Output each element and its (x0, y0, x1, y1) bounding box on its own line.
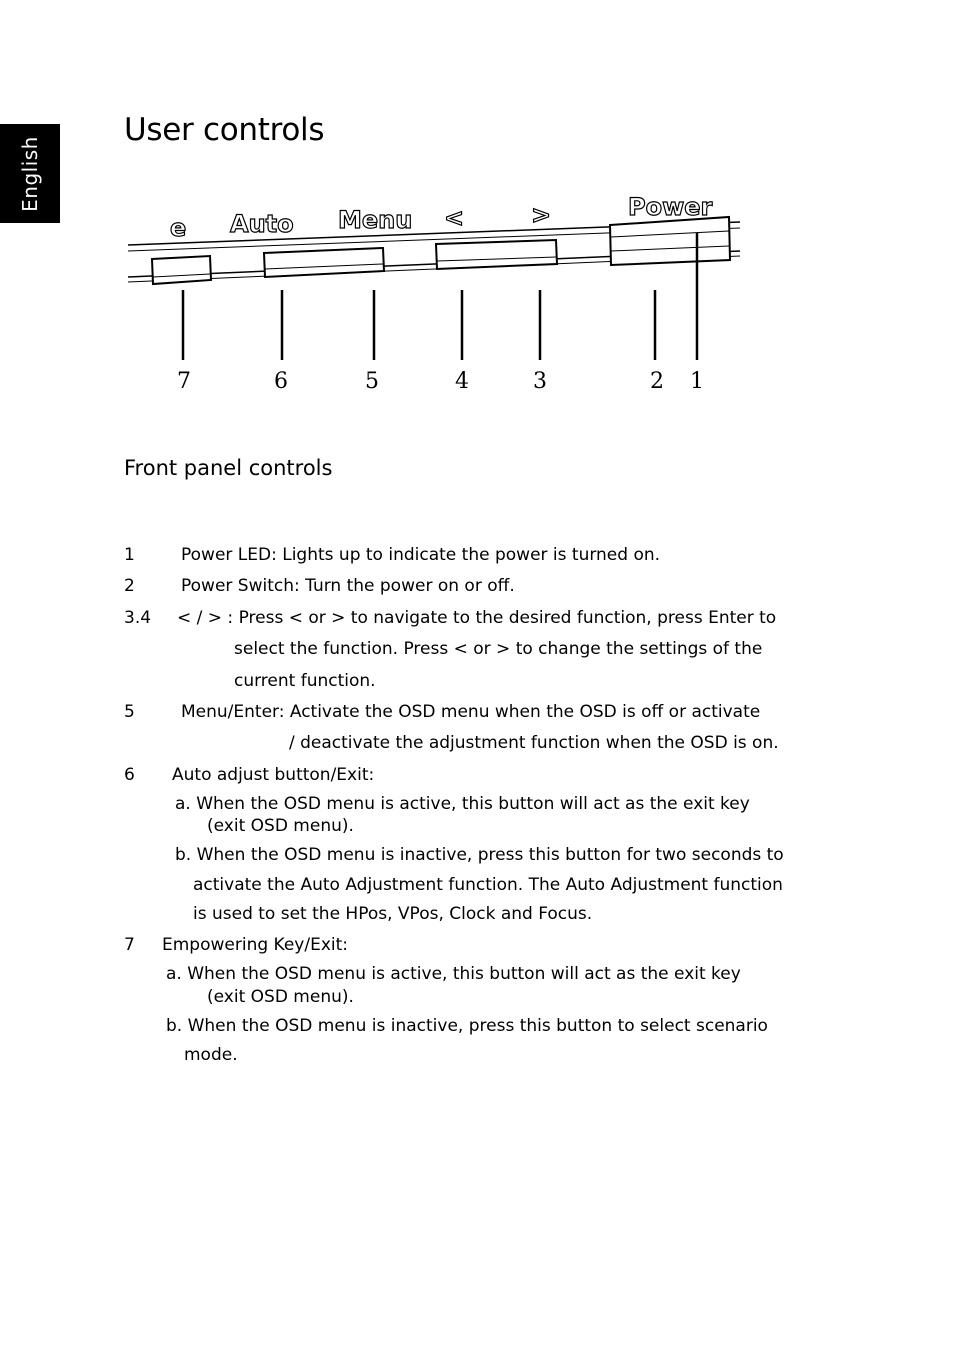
button-2 (610, 217, 730, 265)
control-item (124, 701, 135, 723)
control-number: 6 (124, 765, 135, 785)
button-6 (264, 248, 384, 277)
control-desc (172, 764, 374, 786)
control-number: 7 (124, 935, 135, 955)
control-sub: a. When the OSD menu is active, this button will act as the exit key (175, 794, 750, 814)
control-continuation: select the function. Press < or > to change the settings of the (234, 639, 763, 659)
control-name: Auto adjust button/Exit (172, 765, 369, 785)
control-continuation: current function. (234, 671, 376, 691)
control-text: : (368, 765, 375, 785)
control-desc (181, 544, 660, 566)
control-text: : Press < or > to navigate to the desired function, press Enter to (222, 608, 777, 628)
control-desc (181, 575, 515, 597)
label-greater: > (531, 201, 552, 229)
control-name: Power LED (181, 545, 272, 565)
control-name: Empowering Key/Exit (162, 935, 343, 955)
control-number: 1 (124, 545, 135, 565)
control-item (124, 544, 135, 566)
control-sub: b. When the OSD menu is inactive, press this button for two seconds to (175, 845, 784, 865)
control-name: Power Switch (181, 576, 295, 596)
callout-7: 7 (177, 369, 191, 394)
button-7 (152, 256, 211, 284)
control-sub: b. When the OSD menu is inactive, press this button to select scenario (166, 1016, 768, 1036)
control-sub: is used to set the HPos, VPos, Clock and Focus. (193, 904, 593, 924)
section-title: Front panel controls (124, 456, 333, 480)
front-panel-diagram (120, 185, 760, 409)
label-e: e (170, 214, 187, 242)
control-text: : Activate the OSD menu when the OSD is off or activate (278, 702, 761, 722)
control-name: < / > (177, 608, 223, 628)
label-menu: Menu (338, 206, 413, 234)
callout-6: 6 (274, 369, 288, 394)
callout-1: 1 (690, 369, 704, 394)
control-name: Menu/Enter (181, 702, 279, 722)
control-item (124, 575, 135, 597)
label-power: Power (628, 193, 713, 221)
language-tab (0, 124, 60, 223)
control-desc (181, 701, 760, 723)
language-tab-label: English (18, 135, 42, 212)
control-sub: (exit OSD menu). (207, 816, 354, 836)
control-item (124, 764, 135, 786)
page-title: User controls (124, 112, 325, 148)
control-desc (162, 934, 348, 956)
control-sub: (exit OSD menu). (207, 987, 354, 1007)
callout-5: 5 (365, 369, 379, 394)
label-less: < (444, 204, 465, 232)
control-number: 5 (124, 702, 135, 722)
control-sub: mode. (184, 1045, 238, 1065)
callout-2: 2 (650, 369, 664, 394)
front-panel-illustration (120, 185, 760, 405)
control-item (124, 607, 151, 629)
control-sub: a. When the OSD menu is active, this button will act as the exit key (166, 964, 741, 984)
control-item (124, 934, 135, 956)
control-continuation: / deactivate the adjustment function when the OSD is on. (289, 733, 779, 753)
control-text: : (342, 935, 349, 955)
control-number: 2 (124, 576, 135, 596)
button-4-3 (436, 240, 557, 269)
callout-3: 3 (533, 369, 547, 394)
control-text: : Lights up to indicate the power is turned on. (271, 545, 661, 565)
control-desc (177, 607, 776, 629)
callout-4: 4 (455, 369, 469, 394)
label-auto: Auto (230, 210, 294, 238)
control-text: : Turn the power on or off. (294, 576, 515, 596)
control-number: 3.4 (124, 608, 152, 628)
control-sub: activate the Auto Adjustment function. The Auto Adjustment function (193, 875, 783, 895)
